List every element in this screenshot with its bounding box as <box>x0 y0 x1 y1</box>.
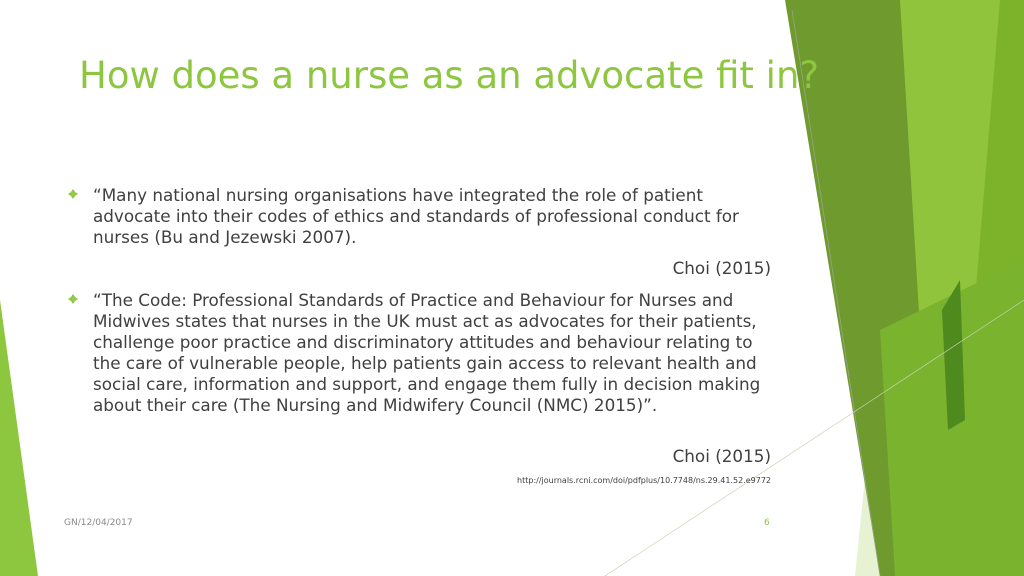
citation: Choi (2015) <box>672 446 771 466</box>
left-decor-green-sliver <box>0 300 38 576</box>
diamond-bullet-icon <box>67 188 79 200</box>
page-number: 6 <box>764 518 770 528</box>
diamond-bullet-icon <box>67 293 79 305</box>
footer-date: GN/12/04/2017 <box>64 518 133 528</box>
bullet-item <box>67 290 767 416</box>
bullet-text: “Many national nursing organisations have integrated the role of patient advocate into their codes of ethics and standards of professional conduct for nurses (Bu and Jezewski 2007). <box>93 185 739 247</box>
bullet-item <box>67 185 767 248</box>
citation: Choi (2015) <box>672 258 771 278</box>
bullet-text: “The Code: Professional Standards of Practice and Behaviour for Nurses and Midwives states that nurses in the UK must act as advocates for their patients, challenge poor practice and discriminatory attitudes and behaviour relating to the care of vulnerable people, help patients gain access to relevant health and social care, information and support, and engage them fully in decision making about their care (The Nursing and Midwifery Council (NMC) 2015)”. <box>93 290 761 415</box>
source-url-link[interactable]: http://journals.rcni.com/doi/pdfplus/10.7748/ns.29.41.52.e9772 <box>517 476 771 485</box>
slide-title: How does a nurse as an advocate fit in? <box>79 54 820 97</box>
